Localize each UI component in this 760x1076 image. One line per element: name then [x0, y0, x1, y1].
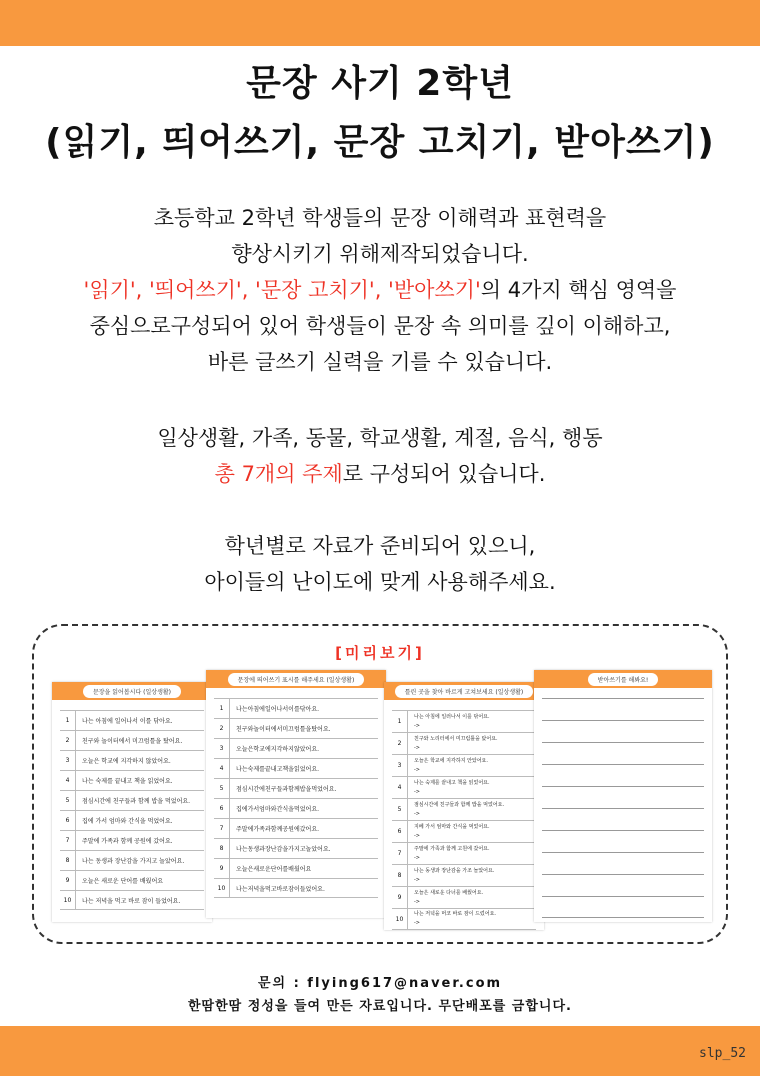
row-text: 집에가서엄마와간식을먹었어요. [236, 806, 320, 813]
worksheet-row [392, 864, 536, 886]
topics-highlight: 총 7개의 주제 [214, 462, 343, 486]
worksheet-rows [542, 698, 704, 918]
worksheet-row [60, 830, 204, 850]
intro-line-2: 향상시키기 위해제작되었습니다. [231, 242, 529, 266]
row-text: 점심시간에친구들과함께밥을먹었어요. [236, 786, 337, 793]
reading-worksheet [52, 682, 212, 922]
row-content [408, 779, 490, 797]
row-number: 5 [214, 779, 230, 798]
row-number: 3 [214, 739, 230, 758]
blank-line [542, 698, 704, 720]
row-number: 10 [214, 879, 230, 897]
row-number: 8 [60, 851, 76, 870]
worksheet-header-label: 틀린 곳을 찾아 바르게 고쳐보세요 (일상생활) [395, 685, 534, 698]
worksheet-row [214, 698, 378, 718]
row-text: 오늘은 학교에 지각하지 않았어요. [82, 758, 171, 765]
row-text: 나는 아침에 일러나서 이를 닦어요. [414, 713, 490, 720]
row-content [408, 801, 504, 819]
row-text: 점심시간에 친구들과 함께 밥을 먹었어요. [82, 798, 191, 805]
row-number: 1 [214, 699, 230, 718]
row-text: 나는동생과장난감을가지고놀았어요. [236, 846, 331, 853]
row-text: 오늘은 학교에 지각하지 안았어요. [414, 757, 488, 764]
answer-arrow: -> [414, 832, 420, 839]
bottom-banner [0, 1026, 760, 1076]
worksheet-rows [392, 710, 536, 930]
intro-text [0, 200, 760, 380]
row-content [408, 823, 490, 841]
row-number: 9 [60, 871, 76, 890]
row-text: 나는 저녁을 머코 바로 잠이 드렀어요. [414, 911, 496, 917]
worksheet-row [214, 778, 378, 798]
worksheet-row [214, 818, 378, 838]
row-text: 나는 저녁을 먹고 바로 잠이 들었어요. [82, 897, 181, 905]
worksheet-header [534, 670, 712, 688]
row-number: 10 [392, 909, 408, 929]
row-text: 나는아침에일어나서이를닦아요. [236, 706, 320, 713]
usage-note [0, 528, 760, 600]
blank-line [542, 852, 704, 874]
worksheet-row [392, 710, 536, 732]
row-text: 오늘은학교에지각하지않았어요. [236, 746, 320, 753]
row-number: 4 [60, 771, 76, 790]
row-text: 나는 아침에 일어나서 이를 닦아요. [82, 718, 173, 725]
row-text: 친구와 놀이터에서 미끄럼틀을 탔어요. [82, 738, 183, 745]
row-number: 7 [60, 831, 76, 850]
row-text: 주말에 가족과 함께 공원에 갔어요. [82, 838, 173, 845]
worksheet-row [60, 710, 204, 730]
row-number: 7 [214, 819, 230, 838]
row-text: 주말에가족과함께공원에갔어요. [236, 826, 320, 833]
row-content [408, 735, 498, 753]
answer-arrow: -> [414, 854, 420, 861]
row-number: 8 [392, 865, 408, 886]
worksheet-row [214, 758, 378, 778]
row-text: 나는 숙제를 끝내고 책을 읽었어요. [82, 778, 173, 785]
row-text: 나는 숙제를 끝내고 책을 읽었어요. [414, 779, 490, 786]
areas-rest: 의 4가지 핵심 영역을 [480, 278, 677, 302]
preview-title: [미리보기] [335, 644, 425, 662]
worksheet-header [206, 670, 386, 688]
row-number: 10 [60, 891, 76, 909]
worksheet-row [60, 810, 204, 830]
row-content [408, 757, 488, 775]
blank-line [542, 764, 704, 786]
worksheet-row [60, 750, 204, 770]
worksheet-header [384, 682, 544, 700]
answer-arrow: -> [414, 744, 420, 751]
row-text: 나는 동생과 장난감을 가지고 놀았어요. [82, 858, 185, 865]
spacing-worksheet [206, 670, 386, 918]
row-text: 점심시간에 친구들과 함께 밥을 먹었어요. [414, 801, 505, 808]
row-number: 5 [392, 799, 408, 820]
page-title [0, 60, 760, 168]
worksheet-row [214, 858, 378, 878]
copyright-notice: 한땀한땀 정성을 들여 만든 자료입니다. 무단배포를 금합니다. [188, 999, 572, 1014]
row-number: 6 [214, 799, 230, 818]
row-content [408, 867, 494, 885]
row-content [408, 845, 490, 863]
row-text: 주말에 가족과 함께 고원에 갔어요. [414, 845, 490, 852]
worksheet-row [60, 870, 204, 890]
worksheet-header-label: 받아쓰기를 해봐요! [588, 673, 659, 686]
blank-line [542, 742, 704, 764]
blank-line [542, 720, 704, 742]
row-number: 1 [60, 711, 76, 730]
row-number: 2 [60, 731, 76, 750]
worksheet-header [52, 682, 212, 700]
row-content [408, 713, 490, 731]
worksheet-row [392, 820, 536, 842]
row-text: 친구와 노리터에서 미끄럼틀을 탔어요. [414, 735, 498, 742]
answer-arrow: -> [414, 876, 420, 883]
blank-line [542, 808, 704, 830]
worksheet-row [392, 754, 536, 776]
page-code: slp_52 [699, 1046, 746, 1061]
row-text: 나는 동생과 장난감을 가조 놀았어요. [414, 867, 495, 874]
worksheet-row [60, 730, 204, 750]
worksheet-row [214, 878, 378, 898]
intro-line-3 [0, 272, 760, 308]
worksheet-row [392, 842, 536, 864]
worksheet-row [214, 798, 378, 818]
answer-arrow: -> [414, 920, 420, 926]
worksheet-row [392, 776, 536, 798]
worksheet-row [392, 732, 536, 754]
worksheet-row [60, 850, 204, 870]
topics-text [0, 420, 760, 492]
worksheet-row [60, 770, 204, 790]
row-number: 6 [392, 821, 408, 842]
contact-info: 문의 : flying617@naver.com [257, 976, 503, 991]
row-text: 나는숙제를끝내고책을읽었어요. [236, 766, 320, 773]
worksheet-row [214, 718, 378, 738]
row-text: 지베 가서 엄마와 간식을 먹었어요. [414, 823, 490, 830]
worksheet-row [60, 790, 204, 810]
answer-arrow: -> [414, 898, 420, 905]
worksheet-row [392, 798, 536, 820]
answer-arrow: -> [414, 788, 420, 795]
answer-arrow: -> [414, 810, 420, 817]
row-content [408, 889, 483, 907]
row-number: 3 [60, 751, 76, 770]
row-text: 집에 가서 엄마와 간식을 먹었어요. [82, 818, 173, 825]
worksheet-row [60, 890, 204, 910]
row-number: 7 [392, 843, 408, 864]
row-text: 오늘은 새로운 다너를 배웠어요. [414, 889, 484, 896]
blank-line [542, 830, 704, 852]
row-number: 9 [214, 859, 230, 878]
worksheet-header-label: 문장에 띄어쓰기 표시를 해주세요 (일상생활) [228, 673, 365, 686]
row-text: 친구와놀이터에서미끄럼틀을탔어요. [236, 726, 331, 733]
worksheet-rows [214, 698, 378, 898]
answer-arrow: -> [414, 766, 420, 773]
row-text: 오늘은새로운단어를배웠어요 [236, 866, 312, 873]
note-line-1: 학년별로 자료가 준비되어 있으니, [224, 534, 536, 558]
worksheet-row [392, 886, 536, 908]
intro-line-1: 초등학교 2학년 학생들의 문장 이해력과 표현력을 [153, 206, 607, 230]
worksheet-rows [60, 710, 204, 910]
row-content [408, 910, 496, 928]
answer-arrow: -> [414, 722, 420, 729]
row-number: 5 [60, 791, 76, 810]
preview-box [32, 624, 728, 944]
row-number: 8 [214, 839, 230, 858]
worksheet-row [214, 838, 378, 858]
topics-line-2 [0, 456, 760, 492]
blank-line [542, 786, 704, 808]
row-number: 4 [392, 777, 408, 798]
blank-line [542, 874, 704, 896]
row-number: 6 [60, 811, 76, 830]
title-line-2: (읽기, 띄어쓰기, 문장 고치기, 받아쓰기) [45, 122, 715, 163]
row-text: 오늘은 새로운 단어를 배웠어요 [82, 878, 164, 885]
row-number: 4 [214, 759, 230, 778]
row-number: 9 [392, 887, 408, 908]
row-number: 3 [392, 755, 408, 776]
intro-line-4: 중심으로구성되어 있어 학생들이 문장 속 의미를 깊이 이해하고, [89, 314, 671, 338]
topics-line-1: 일상생활, 가족, 동물, 학교생활, 계절, 음식, 행동 [157, 426, 603, 450]
topics-rest: 로 구성되어 있습니다. [342, 462, 546, 486]
blank-line [542, 896, 704, 918]
row-text: 나는저녁을먹고바로잠이들었어요. [236, 885, 325, 893]
row-number: 1 [392, 711, 408, 732]
worksheet-row [214, 738, 378, 758]
intro-line-5: 바른 글쓰기 실력을 기를 수 있습니다. [207, 350, 553, 374]
row-number: 2 [392, 733, 408, 754]
worksheet-header-label: 문장을 읽어봅시다 (일상생활) [83, 685, 181, 698]
dictation-worksheet [534, 670, 712, 922]
correction-worksheet [384, 682, 544, 930]
areas-highlight: '읽기', '띄어쓰기', '문장 고치기', '받아쓰기' [83, 278, 481, 302]
title-line-1: 문장 사기 2학년 [246, 63, 514, 104]
note-line-2: 아이들의 난이도에 맞게 사용해주세요. [204, 570, 556, 594]
worksheet-row [392, 908, 536, 930]
top-banner [0, 0, 760, 46]
row-number: 2 [214, 719, 230, 738]
